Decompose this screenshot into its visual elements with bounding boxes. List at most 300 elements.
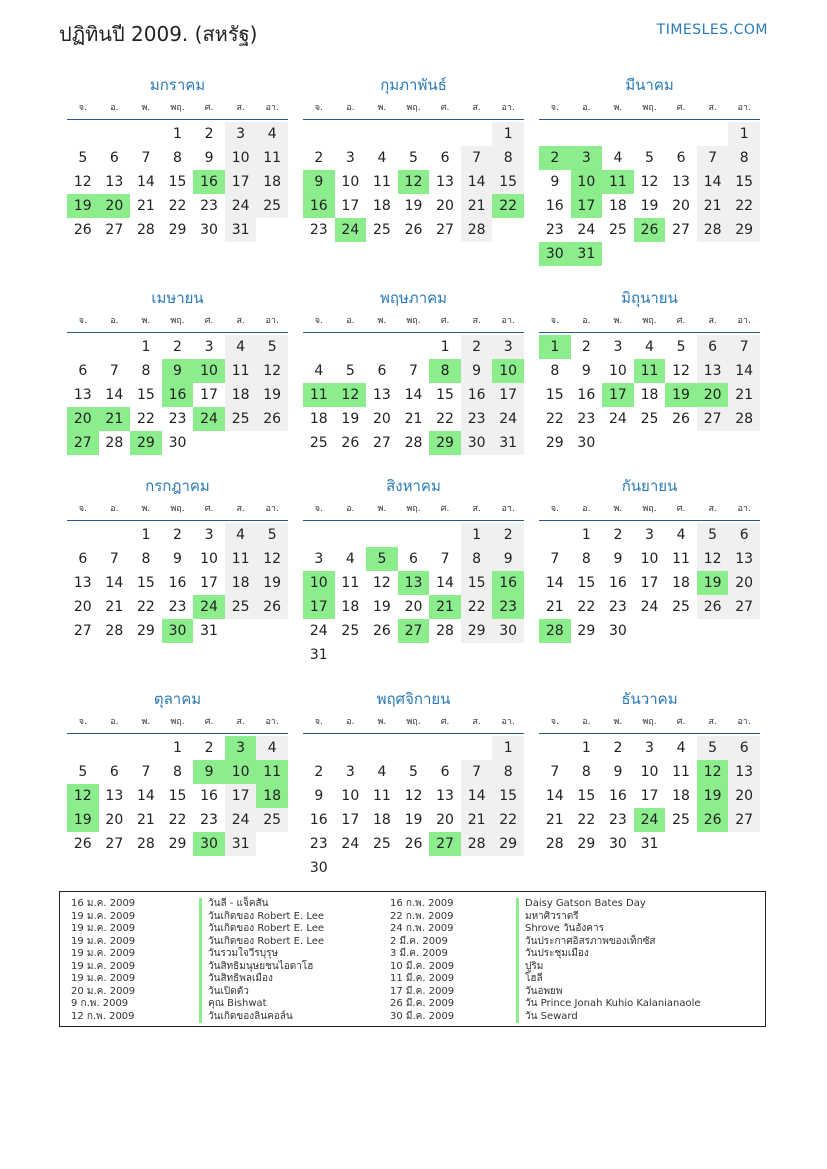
weekday-label: ส.: [236, 717, 245, 727]
weekday-label: พฤ.: [642, 504, 657, 514]
day-cell: 9: [581, 363, 591, 379]
day-cell: 11: [672, 764, 690, 780]
holiday-name: วันสิทธิพลเมือง: [199, 973, 324, 986]
day-cell: 22: [168, 198, 187, 214]
weekday-label: อา.: [501, 103, 515, 113]
day-cell: 17: [225, 170, 257, 194]
holiday-date: 17 มี.ค. 2009: [390, 985, 455, 997]
weekday-label: อ.: [346, 504, 355, 514]
holiday-day-cell: 3: [225, 736, 257, 760]
day-cell: 25: [372, 836, 391, 852]
weekday-label: ส.: [236, 504, 245, 514]
weekday-label: ศ.: [676, 316, 686, 326]
day-cell: 20: [372, 411, 391, 427]
day-cell: 13: [73, 387, 92, 403]
weekday-label: พฤ.: [406, 103, 421, 113]
weekday-label: พฤ.: [170, 316, 185, 326]
day-cell: 4: [645, 339, 654, 355]
header-rule: [539, 119, 760, 120]
day-cell: 22: [136, 599, 155, 615]
day-cell: 26: [672, 411, 690, 427]
day-cell: 25: [309, 435, 328, 451]
weekday-label: อ.: [110, 504, 119, 514]
holiday-day-cell: 26: [634, 218, 666, 242]
month-name: มกราคม: [149, 76, 206, 94]
day-cell: 3: [345, 764, 355, 780]
day-cell: 1: [492, 736, 524, 760]
day-cell: 12: [404, 788, 423, 804]
day-cell: 14: [105, 575, 124, 591]
day-cell: 13: [73, 575, 92, 591]
day-cell: 2: [581, 339, 591, 355]
day-cell: 8: [141, 551, 151, 567]
day-cell: 8: [581, 551, 591, 567]
day-cell: 16: [608, 575, 627, 591]
weekday-label: จ.: [314, 504, 323, 514]
weekday-label: พ.: [377, 103, 387, 113]
month-name: มิถุนายน: [621, 289, 678, 307]
day-cell: 27: [73, 623, 92, 639]
day-cell: 15: [461, 571, 493, 595]
day-cell: 7: [550, 551, 560, 567]
day-cell: 4: [345, 551, 355, 567]
day-cell: 12: [697, 547, 729, 571]
day-cell: 9: [492, 547, 524, 571]
holiday-day-cell: 19: [697, 784, 729, 808]
weekday-label: ศ.: [204, 316, 214, 326]
day-cell: 7: [728, 335, 760, 359]
day-cell: 8: [581, 764, 591, 780]
day-cell: 19: [256, 383, 288, 407]
weekday-label: พ.: [141, 504, 151, 514]
day-cell: 4: [377, 764, 387, 780]
day-cell: 12: [256, 359, 288, 383]
day-cell: 14: [436, 575, 454, 591]
day-cell: 18: [256, 170, 288, 194]
day-cell: 25: [256, 808, 288, 832]
day-cell: 1: [581, 527, 591, 543]
holiday-day-cell: 30: [193, 832, 225, 856]
day-cell: 13: [105, 788, 124, 804]
day-cell: 31: [309, 647, 328, 663]
day-cell: 21: [404, 411, 423, 427]
weekday-label: จ.: [550, 103, 559, 113]
day-cell: 27: [105, 836, 124, 852]
day-cell: 23: [608, 599, 627, 615]
day-cell: 29: [492, 832, 524, 856]
day-cell: 27: [105, 222, 124, 238]
holiday-date: 10 มี.ค. 2009: [390, 960, 455, 972]
holiday-name: คุณ Bishwat: [199, 998, 324, 1011]
weekday-label: อ.: [582, 316, 591, 326]
weekday-header-row: [67, 501, 288, 515]
day-cell: 2: [461, 335, 493, 359]
holiday-day-cell: 19: [697, 571, 729, 595]
day-cell: 7: [550, 764, 560, 780]
day-cell: 2: [173, 527, 182, 543]
weekday-label: ศ.: [204, 717, 214, 727]
holiday-name: มหาศิวราตรี: [516, 911, 701, 924]
weekday-label: พ.: [377, 717, 387, 727]
day-cell: 28: [697, 218, 729, 242]
weekday-label: จ.: [78, 717, 87, 727]
weekday-header-row: [539, 714, 760, 728]
day-cell: 31: [492, 431, 524, 455]
day-cell: 18: [372, 198, 391, 214]
weekday-label: พ.: [613, 103, 623, 113]
day-cell: 14: [545, 788, 564, 804]
holiday-name: วันรวมใจวีรบุรุษ: [199, 948, 324, 961]
header-rule: [539, 332, 760, 333]
day-cell: 31: [200, 623, 218, 639]
day-cell: 27: [697, 407, 729, 431]
day-cell: 20: [728, 571, 760, 595]
day-cell: 24: [225, 194, 257, 218]
day-cell: 16: [168, 575, 187, 591]
day-cell: 5: [78, 150, 88, 166]
holiday-date: 24 ก.พ. 2009: [390, 923, 454, 934]
day-cell: 30: [577, 435, 596, 451]
holiday-day-cell: 24: [193, 595, 225, 619]
holiday-day-cell: 12: [335, 383, 367, 407]
day-cell: 29: [728, 218, 760, 242]
month-block: [539, 73, 760, 263]
day-cell: 25: [256, 194, 288, 218]
weekday-header-row: [67, 313, 288, 327]
holiday-day-cell: 24: [335, 218, 367, 242]
day-cell: 24: [577, 222, 596, 238]
day-cell: 7: [109, 363, 119, 379]
month-block: [67, 687, 288, 877]
weekday-label: ส.: [708, 316, 717, 326]
day-cell: 25: [672, 812, 690, 828]
day-cell: 1: [440, 339, 450, 355]
holiday-dates-col-1: [71, 898, 135, 1023]
day-cell: 2: [314, 150, 324, 166]
weekday-label: อ.: [346, 103, 355, 113]
weekday-label: จ.: [314, 717, 323, 727]
day-cell: 4: [676, 527, 686, 543]
day-cell: 19: [256, 571, 288, 595]
day-cell: 20: [105, 812, 124, 828]
day-cell: 13: [728, 547, 760, 571]
weekday-label: อา.: [737, 103, 751, 113]
day-cell: 15: [492, 170, 524, 194]
holiday-day-cell: 10: [225, 760, 257, 784]
holiday-date: 2 มี.ค. 2009: [390, 935, 448, 947]
day-cell: 14: [136, 174, 155, 190]
day-cell: 29: [168, 222, 187, 238]
holiday-day-cell: 3: [571, 146, 603, 170]
holiday-day-cell: 20: [67, 407, 99, 431]
day-cell: 29: [136, 623, 155, 639]
holiday-dates-col-2: [390, 898, 454, 1023]
holiday-name: วันเกิดของ Robert E. Lee: [199, 936, 324, 949]
day-cell: 20: [436, 198, 454, 214]
day-cell: 5: [676, 339, 686, 355]
day-cell: 6: [377, 363, 387, 379]
day-cell: 16: [200, 788, 218, 804]
holiday-names-col-1: [199, 898, 324, 1023]
day-cell: 23: [309, 222, 328, 238]
weekday-label: จ.: [78, 504, 87, 514]
weekday-label: อ.: [582, 103, 591, 113]
day-cell: 17: [492, 383, 524, 407]
day-cell: 18: [225, 571, 257, 595]
holiday-name: วันเกิดของ Robert E. Lee: [199, 923, 324, 936]
day-cell: 9: [550, 174, 560, 190]
day-cell: 4: [256, 122, 288, 146]
holiday-name: วัน Seward: [516, 1011, 701, 1024]
month-name: เมษายน: [151, 289, 204, 307]
day-cell: 3: [613, 339, 623, 355]
holiday-date: 20 ม.ค. 2009: [71, 985, 136, 997]
day-cell: 4: [225, 523, 257, 547]
weekday-label: พ.: [141, 717, 151, 727]
day-cell: 30: [461, 431, 493, 455]
weekday-label: อ.: [582, 504, 591, 514]
day-cell: 19: [404, 812, 423, 828]
day-cell: 9: [613, 764, 623, 780]
day-cell: 31: [640, 836, 659, 852]
weekday-label: อา.: [265, 316, 279, 326]
day-cell: 10: [640, 764, 659, 780]
day-cell: 17: [640, 575, 659, 591]
weekday-label: พ.: [141, 103, 151, 113]
day-cell: 9: [461, 359, 493, 383]
day-cell: 22: [136, 411, 155, 427]
holiday-day-cell: 10: [571, 170, 603, 194]
holiday-day-cell: 22: [492, 194, 524, 218]
day-cell: 25: [608, 222, 627, 238]
holiday-date: 11 มี.ค. 2009: [390, 973, 455, 984]
holiday-day-cell: 16: [193, 170, 225, 194]
month-block: [303, 73, 524, 263]
weekday-label: จ.: [550, 504, 559, 514]
day-cell: 7: [697, 146, 729, 170]
day-cell: 10: [341, 174, 360, 190]
holiday-date: 19 ม.ค. 2009: [71, 960, 136, 972]
holiday-name: วันสิทธิมนุษยชนไอดาโฮ: [199, 961, 324, 974]
holiday-name: วันประกาศอิสรภาพของเท็กซัส: [516, 936, 701, 949]
holiday-day-cell: 10: [193, 359, 225, 383]
day-cell: 9: [314, 788, 324, 804]
day-cell: 2: [173, 339, 182, 355]
day-cell: 1: [141, 339, 151, 355]
day-cell: 25: [672, 599, 690, 615]
holiday-day-cell: 17: [571, 194, 603, 218]
day-cell: 13: [672, 174, 690, 190]
holiday-name: ปูริม: [516, 961, 701, 974]
day-cell: 12: [256, 547, 288, 571]
day-cell: 10: [640, 551, 659, 567]
month-name: กรกฎาคม: [145, 477, 210, 495]
day-cell: 6: [109, 150, 119, 166]
day-cell: 4: [225, 335, 257, 359]
day-cell: 2: [613, 527, 623, 543]
day-cell: 6: [728, 736, 760, 760]
day-cell: 3: [204, 339, 214, 355]
month-block: [303, 474, 524, 664]
holiday-day-cell: 8: [429, 359, 461, 383]
holiday-day-cell: 5: [366, 547, 398, 571]
day-cell: 5: [78, 764, 88, 780]
day-cell: 29: [577, 836, 596, 852]
day-cell: 4: [377, 150, 387, 166]
weekday-label: พฤ.: [170, 504, 185, 514]
day-cell: 7: [141, 150, 151, 166]
weekday-label: อา.: [265, 504, 279, 514]
weekday-header-row: [539, 100, 760, 114]
month-name: กันยายน: [621, 477, 678, 495]
holiday-day-cell: 9: [193, 760, 225, 784]
holiday-date: 30 มี.ค. 2009: [390, 1010, 455, 1022]
day-cell: 14: [461, 784, 493, 808]
day-cell: 25: [341, 623, 360, 639]
holiday-day-cell: 30: [162, 619, 194, 643]
day-cell: 13: [697, 359, 729, 383]
day-cell: 21: [105, 599, 124, 615]
day-cell: 25: [372, 222, 391, 238]
day-cell: 26: [404, 222, 423, 238]
holiday-day-cell: 21: [99, 407, 131, 431]
day-cell: 6: [440, 764, 450, 780]
day-cell: 24: [640, 599, 659, 615]
day-cell: 10: [225, 146, 257, 170]
day-cell: 6: [676, 150, 686, 166]
day-cell: 3: [645, 740, 654, 756]
header-rule: [539, 733, 760, 734]
weekday-label: ส.: [236, 103, 245, 113]
day-cell: 14: [545, 575, 564, 591]
day-cell: 21: [545, 599, 564, 615]
day-cell: 1: [141, 527, 151, 543]
holiday-day-cell: 12: [67, 784, 99, 808]
holiday-day-cell: 17: [303, 595, 335, 619]
holiday-day-cell: 11: [634, 359, 666, 383]
day-cell: 3: [314, 551, 324, 567]
month-block: [539, 286, 760, 476]
holiday-day-cell: 2: [539, 146, 571, 170]
day-cell: 5: [645, 150, 654, 166]
day-cell: 9: [613, 551, 623, 567]
day-cell: 26: [73, 836, 92, 852]
header-rule: [67, 119, 288, 120]
day-cell: 1: [461, 523, 493, 547]
holiday-date: 9 ก.พ. 2009: [71, 998, 129, 1009]
day-cell: 15: [728, 170, 760, 194]
holiday-date: 19 ม.ค. 2009: [71, 948, 136, 959]
holiday-day-cell: 19: [67, 808, 99, 832]
day-cell: 8: [461, 547, 493, 571]
day-cell: 23: [461, 407, 493, 431]
day-cell: 6: [728, 523, 760, 547]
weekday-label: ส.: [472, 717, 481, 727]
day-cell: 26: [372, 623, 391, 639]
day-cell: 23: [168, 599, 187, 615]
day-cell: 30: [309, 860, 328, 876]
day-cell: 18: [672, 575, 690, 591]
holiday-day-cell: 1: [539, 335, 571, 359]
weekday-header-row: [539, 501, 760, 515]
day-cell: 22: [492, 808, 524, 832]
weekday-label: พ.: [377, 504, 387, 514]
weekday-header-row: [67, 714, 288, 728]
day-cell: 14: [105, 387, 124, 403]
day-cell: 27: [372, 435, 391, 451]
day-cell: 30: [168, 435, 187, 451]
day-cell: 26: [256, 407, 288, 431]
holiday-date: 26 มี.ค. 2009: [390, 998, 455, 1009]
weekday-label: จ.: [78, 316, 87, 326]
weekday-label: จ.: [550, 717, 559, 727]
day-cell: 22: [436, 411, 454, 427]
day-cell: 15: [168, 174, 187, 190]
header-rule: [303, 332, 524, 333]
day-cell: 17: [200, 575, 218, 591]
holiday-day-cell: 16: [303, 194, 335, 218]
day-cell: 3: [492, 335, 524, 359]
day-cell: 1: [581, 740, 591, 756]
day-cell: 15: [577, 575, 596, 591]
day-cell: 2: [204, 740, 214, 756]
day-cell: 15: [545, 387, 564, 403]
day-cell: 19: [341, 411, 360, 427]
holiday-day-cell: 11: [602, 170, 634, 194]
day-cell: 27: [728, 808, 760, 832]
month-name: พฤศจิกายน: [376, 690, 451, 708]
month-block: [539, 474, 760, 664]
weekday-label: อ.: [110, 316, 119, 326]
weekday-label: ศ.: [440, 717, 450, 727]
day-cell: 5: [409, 150, 418, 166]
month-block: [67, 286, 288, 476]
weekday-label: อา.: [265, 717, 279, 727]
weekday-label: พฤ.: [170, 103, 185, 113]
day-cell: 13: [436, 788, 454, 804]
weekday-label: ศ.: [440, 103, 450, 113]
day-cell: 17: [341, 812, 360, 828]
day-cell: 19: [404, 198, 423, 214]
brand-link[interactable]: TIMESLES.COM: [656, 22, 768, 38]
day-cell: 11: [672, 551, 690, 567]
day-cell: 25: [225, 407, 257, 431]
day-cell: 8: [173, 150, 182, 166]
weekday-label: อา.: [501, 504, 515, 514]
holiday-day-cell: 27: [398, 619, 430, 643]
day-cell: 17: [200, 387, 218, 403]
day-cell: 8: [141, 363, 151, 379]
weekday-label: พ.: [613, 504, 623, 514]
day-cell: 6: [409, 551, 418, 567]
weekday-label: ส.: [708, 717, 717, 727]
day-cell: 29: [168, 836, 187, 852]
day-cell: 26: [341, 435, 360, 451]
day-cell: 22: [461, 595, 493, 619]
weekday-label: ศ.: [440, 504, 450, 514]
weekday-label: พ.: [613, 717, 623, 727]
day-cell: 5: [345, 363, 355, 379]
holiday-day-cell: 29: [130, 431, 162, 455]
day-cell: 23: [309, 836, 328, 852]
day-cell: 22: [728, 194, 760, 218]
day-cell: 18: [608, 198, 627, 214]
holiday-name: วันเปิดตัว: [199, 986, 324, 999]
day-cell: 3: [345, 150, 355, 166]
weekday-label: จ.: [314, 316, 323, 326]
day-cell: 18: [341, 599, 360, 615]
day-cell: 23: [608, 812, 627, 828]
